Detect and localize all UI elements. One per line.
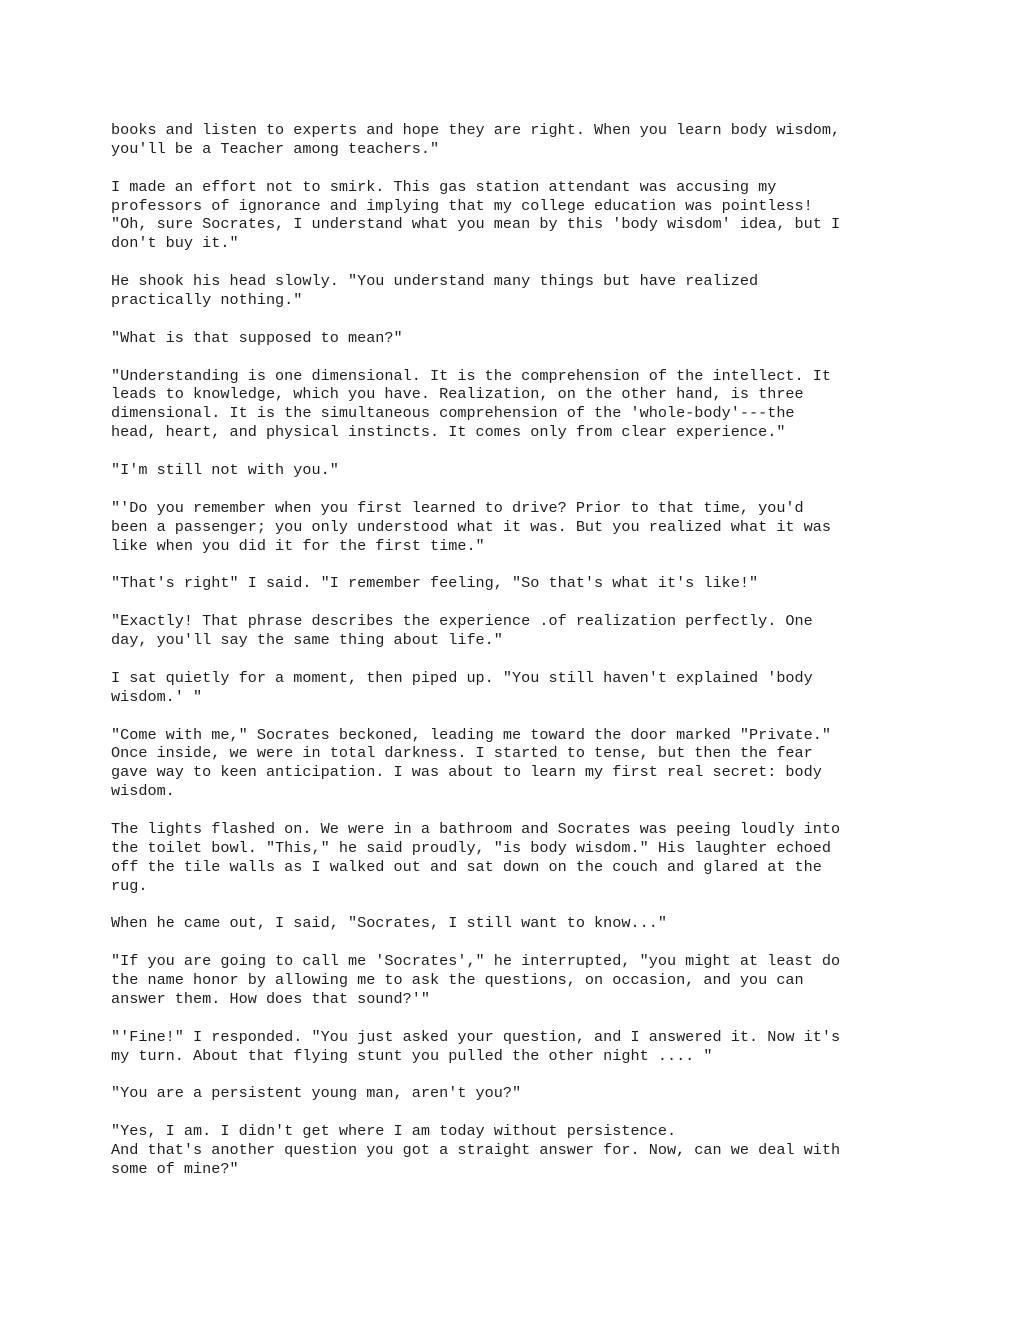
text-line: practically nothing." [111, 291, 303, 310]
text-line: "If you are going to call me 'Socrates'," he interrupted, "you might at least do [111, 952, 841, 971]
text-column [111, 121, 931, 1198]
text-line: day, you'll say the same thing about life." [111, 631, 503, 650]
text-line: been a passenger; you only understood what it was. But you realized what it was [111, 517, 832, 536]
text-line: leads to knowledge, which you have. Realization, on the other hand, is three [111, 385, 804, 404]
text-line: rug. [111, 876, 148, 895]
paragraph [111, 121, 931, 159]
paragraph [111, 1122, 931, 1179]
text-line: professors of ignorance and implying that my college education was pointless! [111, 196, 813, 215]
text-line: off the tile walls as I walked out and sat down on the couch and glared at the [111, 857, 822, 876]
paragraph [111, 1028, 931, 1066]
text-line: "That's right" I said. "I remember feeling, "So that's what it's like!" [111, 574, 759, 593]
text-line: don't buy it." [111, 234, 239, 253]
text-line: dimensional. It is the simultaneous comprehension of the 'whole-body'---the [111, 404, 795, 423]
text-line: I sat quietly for a moment, then piped up. "You still haven't explained 'body [111, 668, 813, 687]
paragraph [111, 272, 931, 310]
text-line: The lights flashed on. We were in a bathroom and Socrates was peeing loudly into [111, 819, 841, 838]
paragraph [111, 612, 931, 650]
text-line: "You are a persistent young man, aren't you?" [111, 1084, 522, 1103]
text-line: "Understanding is one dimensional. It is the comprehension of the intellect. It [111, 366, 832, 385]
text-line: wisdom.' " [111, 687, 203, 706]
text-line: you'll be a Teacher among teachers." [111, 139, 440, 158]
paragraph [111, 367, 931, 443]
paragraph [111, 1084, 931, 1103]
text-line: When he came out, I said, "Socrates, I still want to know..." [111, 914, 667, 933]
text-line: "Exactly! That phrase describes the experience .of realization perfectly. One [111, 612, 813, 631]
text-line: some of mine?" [111, 1159, 239, 1178]
text-line: gave way to keen anticipation. I was about to learn my first real secret: body [111, 763, 822, 782]
text-line: I made an effort not to smirk. This gas station attendant was accusing my [111, 177, 777, 196]
paragraph [111, 669, 931, 707]
text-line: the name honor by allowing me to ask the questions, on occasion, and you can [111, 971, 804, 990]
paragraph [111, 820, 931, 896]
paragraph [111, 461, 931, 480]
paragraph [111, 178, 931, 254]
text-line: He shook his head slowly. "You understand many things but have realized [111, 272, 759, 291]
text-line: "Come with me," Socrates beckoned, leading me toward the door marked "Private." [111, 725, 832, 744]
text-line: "Oh, sure Socrates, I understand what you mean by this 'body wisdom' idea, but I [111, 215, 841, 234]
paragraph [111, 499, 931, 556]
text-line: answer them. How does that sound?'" [111, 989, 430, 1008]
text-line: "'Fine!" I responded. "You just asked your question, and I answered it. Now it's [111, 1027, 841, 1046]
text-line: Once inside, we were in total darkness. I started to tense, but then the fear [111, 744, 813, 763]
text-line: like when you did it for the first time." [111, 536, 485, 555]
text-line: my turn. About that flying stunt you pulled the other night .... " [111, 1046, 713, 1065]
paragraph [111, 726, 931, 802]
paragraph [111, 914, 931, 933]
paragraph [111, 574, 931, 593]
text-line: "'Do you remember when you first learned to drive? Prior to that time, you'd [111, 498, 804, 517]
text-line: "I'm still not with you." [111, 461, 339, 480]
text-line: wisdom. [111, 782, 175, 801]
paragraph [111, 952, 931, 1009]
text-line: "Yes, I am. I didn't get where I am today without persistence. [111, 1122, 677, 1141]
text-line: books and listen to experts and hope they are right. When you learn body wisdom, [111, 121, 841, 139]
text-line: "What is that supposed to mean?" [111, 328, 403, 347]
paragraph [111, 329, 931, 348]
text-line: the toilet bowl. "This," he said proudly, "is body wisdom." His laughter echoed [111, 838, 832, 857]
text-line: And that's another question you got a straight answer for. Now, can we deal with [111, 1141, 841, 1160]
text-line: head, heart, and physical instincts. It comes only from clear experience." [111, 423, 786, 442]
